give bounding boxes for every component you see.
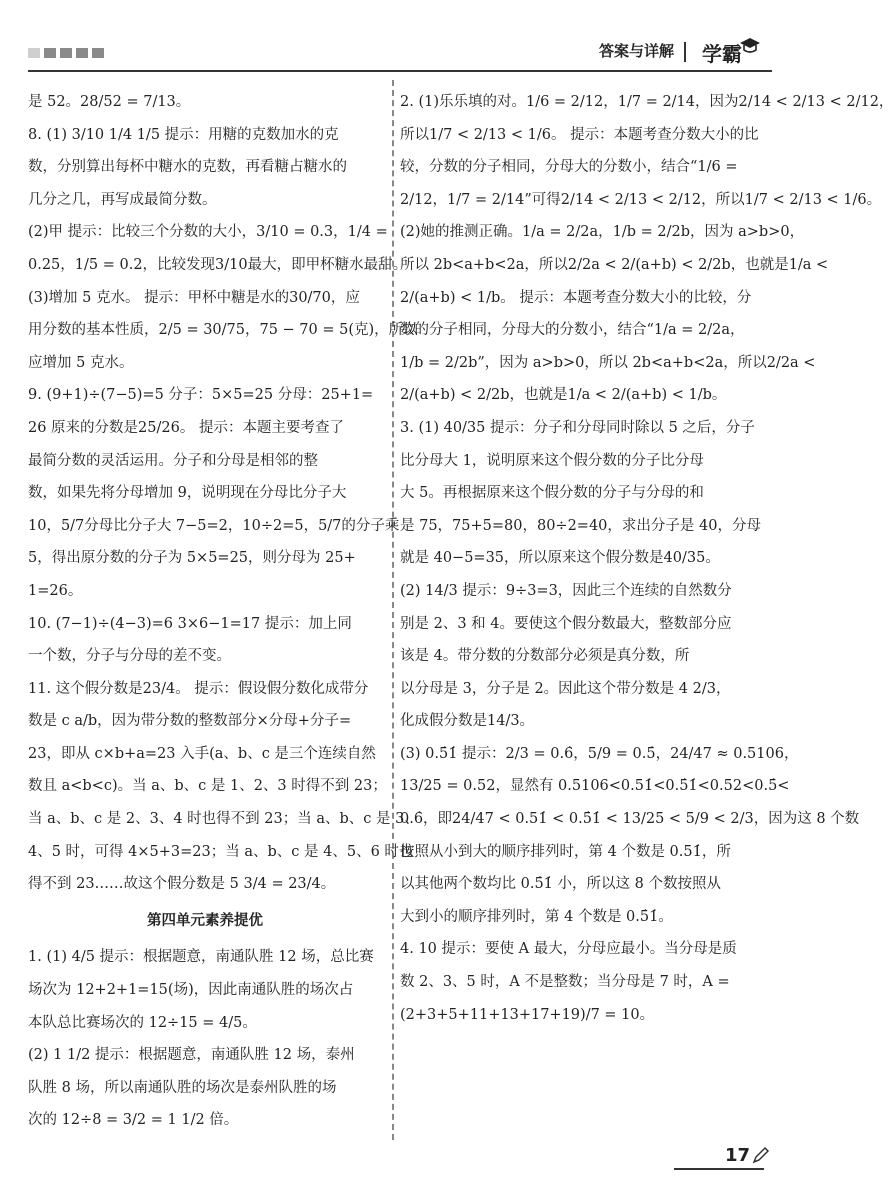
text-line: (2+3+5+11+13+17+19)/7 = 10。 — [400, 1006, 655, 1023]
text-line: 数是 c a/b，因为带分数的整数部分×分母+分子= — [28, 713, 352, 730]
text-line: 队胜 8 场，所以南通队胜的场次是泰州队胜的场 — [28, 1079, 337, 1096]
text-line: 大到小的顺序排列时，第 4 个数是 0.5̇1̇。 — [400, 908, 673, 925]
text-line: 一个数，分子与分母的差不变。 — [28, 648, 231, 665]
text-line: 9. (9+1)÷(7−5)=5 分子：5×5=25 分母：25+1= — [28, 387, 374, 404]
text-line: (3)增加 5 克水。 提示：甲杯中糖是水的30/70，应 — [28, 289, 360, 306]
text-line: 3. (1) 40/35 提示：分子和分母同时除以 5 之后，分子 — [400, 419, 755, 436]
text-line: 最简分数的灵活运用。分子和分母是相邻的整 — [28, 452, 318, 469]
text-line: 0.25，1/5 = 0.2，比较发现3/10最大，即甲杯糖水最甜。 — [28, 256, 408, 273]
text-line: 13/25 = 0.52，显然有 0.5106<0.51̇<0.5̇1̇<0.52<0.5̇< — [400, 778, 790, 795]
text-line: 所以 2b<a+b<2a，所以2/2a < 2/(a+b) < 2/2b，也就是1/a < — [400, 256, 829, 273]
text-line: 1. (1) 4/5 提示：根据题意，南通队胜 12 场，总比赛 — [28, 949, 374, 966]
page-number: 17 — [724, 1145, 750, 1166]
text-line: 用分数的基本性质，2/5 = 30/75，75 − 70 = 5(克)，所以 — [28, 322, 418, 339]
text-line: 10，5/7分母比分子大 7−5=2，10÷2=5，5/7的分子乘 — [28, 517, 400, 534]
text-line: 数，分别算出每杯中糖水的克数，再看糖占糖水的 — [28, 159, 347, 176]
text-line: 2. (1)乐乐填的对。1/6 = 2/12，1/7 = 2/14，因为2/14 < 2/13 < 2/12， — [400, 94, 893, 110]
right-column — [400, 86, 893, 1031]
page-header — [0, 30, 800, 70]
footer-rule — [674, 1168, 764, 1170]
text-line: (2)甲 提示：比较三个分数的大小，3/10 = 0.3，1/4 = — [28, 224, 388, 241]
text-line: 场次为 12+2+1=15(场)，因此南通队胜的场次占 — [28, 982, 354, 999]
text-line: 2/(a+b) < 2/2b，也就是1/a < 2/(a+b) < 1/b。 — [400, 387, 727, 404]
text-line: 大 5。再根据原来这个假分数的分子与分母的和 — [400, 485, 704, 502]
text-line: 该是 4。带分数的分数部分必须是真分数，所 — [400, 648, 690, 665]
text-line: 应增加 5 克水。 — [28, 354, 134, 371]
text-line: 比分母大 1，说明原来这个假分数的分子比分母 — [400, 452, 704, 469]
header-separator — [684, 42, 686, 62]
text-line: 以其他两个数均比 0.5̇1̇ 小，所以这 8 个数按照从 — [400, 876, 721, 893]
text-line: 数 2、3、5 时，A 不是整数；当分母是 7 时，A = — [400, 974, 730, 991]
text-line: 得不到 23……故这个假分数是 5 3/4 = 23/4。 — [28, 876, 336, 893]
graduation-cap-icon — [740, 36, 760, 56]
text-line: 2/(a+b) < 1/b。 提示：本题考查分数大小的比较，分 — [400, 289, 752, 306]
column-divider — [392, 80, 394, 1140]
text-line: (2) 1 1/2 提示：根据题意，南通队胜 12 场，泰州 — [28, 1047, 355, 1064]
text-line: 1/b = 2/2b”，因为 a>b>0，所以 2b<a+b<2a，所以2/2a < — [400, 354, 816, 371]
text-line: 4. 10 提示：要使 A 最大，分母应最小。当分母是质 — [400, 941, 737, 958]
text-line: 当 a、b、c 是 2、3、4 时也得不到 23；当 a、b、c 是 3、 — [28, 811, 419, 828]
text-line: 数的分子相同，分母大的分数小，结合“1/a = 2/2a， — [400, 322, 745, 339]
text-line: 23，即从 c×b+a=23 入手(a、b、c 是三个连续自然 — [28, 745, 376, 762]
text-line: 数，如果先将分母增加 9，说明现在分母比分子大 — [28, 485, 347, 502]
text-line: 0.6̇，即24/47 < 0.51̇ < 0.5̇1̇ < 13/25 < 5/9 < 2/3，因为这 8 个数 — [400, 811, 860, 828]
text-line: 别是 2、3 和 4。要使这个假分数最大，整数部分应 — [400, 615, 732, 632]
left-column — [28, 86, 419, 1137]
pencil-icon — [752, 1146, 770, 1164]
text-line: 本队总比赛场次的 12÷15 = 4/5。 — [28, 1014, 257, 1031]
text-line: 2/12，1/7 = 2/14”可得2/14 < 2/13 < 2/12，所以1/7 < 2/13 < 1/6。 — [400, 191, 882, 208]
text-line: 数且 a<b<c)。当 a、b、c 是 1、2、3 时得不到 23； — [28, 778, 387, 795]
text-line: 较，分数的分子相同，分母大的分数小，结合“1/6 = — [400, 159, 738, 176]
text-line: (2)她的推测正确。1/a = 2/2a，1/b = 2/2b，因为 a>b>0， — [400, 224, 805, 241]
text-line: 就是 40−5=35，所以原来这个假分数是40/35。 — [400, 550, 720, 567]
text-line: 是 75，75+5=80，80÷2=40，求出分子是 40，分母 — [400, 517, 761, 534]
text-line: 所以1/7 < 2/13 < 1/6。 提示：本题考查分数大小的比 — [400, 126, 759, 143]
text-line: 化成假分数是14/3。 — [400, 713, 535, 730]
text-line: 是 52。28/52 = 7/13。 — [28, 94, 191, 110]
text-line: 11. 这个假分数是23/4。 提示：假设假分数化成带分 — [28, 680, 369, 697]
text-line: 5，得出原分数的分子为 5×5=25，则分母为 25+ — [28, 550, 356, 567]
text-line: 以分母是 3，分子是 2。因此这个带分数是 4 2/3， — [400, 680, 731, 697]
brand-logo: 学霸 — [702, 42, 742, 66]
text-line: 1=26。 — [28, 582, 83, 599]
text-line: 按照从小到大的顺序排列时，第 4 个数是 0.51̇，所 — [400, 843, 731, 860]
header-decoration — [28, 48, 104, 58]
text-line: 4、5 时，可得 4×5+3=23；当 a、b、c 是 4、5、6 时也 — [28, 843, 414, 860]
section-title: 第四单元素养提优 — [147, 912, 263, 929]
text-line: 8. (1) 3/10 1/4 1/5 提示：用糖的克数加水的克 — [28, 126, 339, 143]
text-line: 几分之几，再写成最简分数。 — [28, 191, 217, 208]
header-title: 答案与详解 — [598, 42, 674, 60]
text-line: 10. (7−1)÷(4−3)=6 3×6−1=17 提示：加上同 — [28, 615, 352, 632]
text-line: 26 原来的分数是25/26。 提示：本题主要考查了 — [28, 419, 344, 436]
text-line: 次的 12÷8 = 3/2 = 1 1/2 倍。 — [28, 1112, 239, 1129]
header-rule — [28, 70, 772, 72]
text-line: (3) 0.5̇1̇ 提示：2/3 = 0.6̇，5/9 = 0.5̇，24/47 ≈ 0.5106， — [400, 745, 799, 762]
text-line: (2) 14/3 提示：9÷3=3，因此三个连续的自然数分 — [400, 582, 732, 599]
